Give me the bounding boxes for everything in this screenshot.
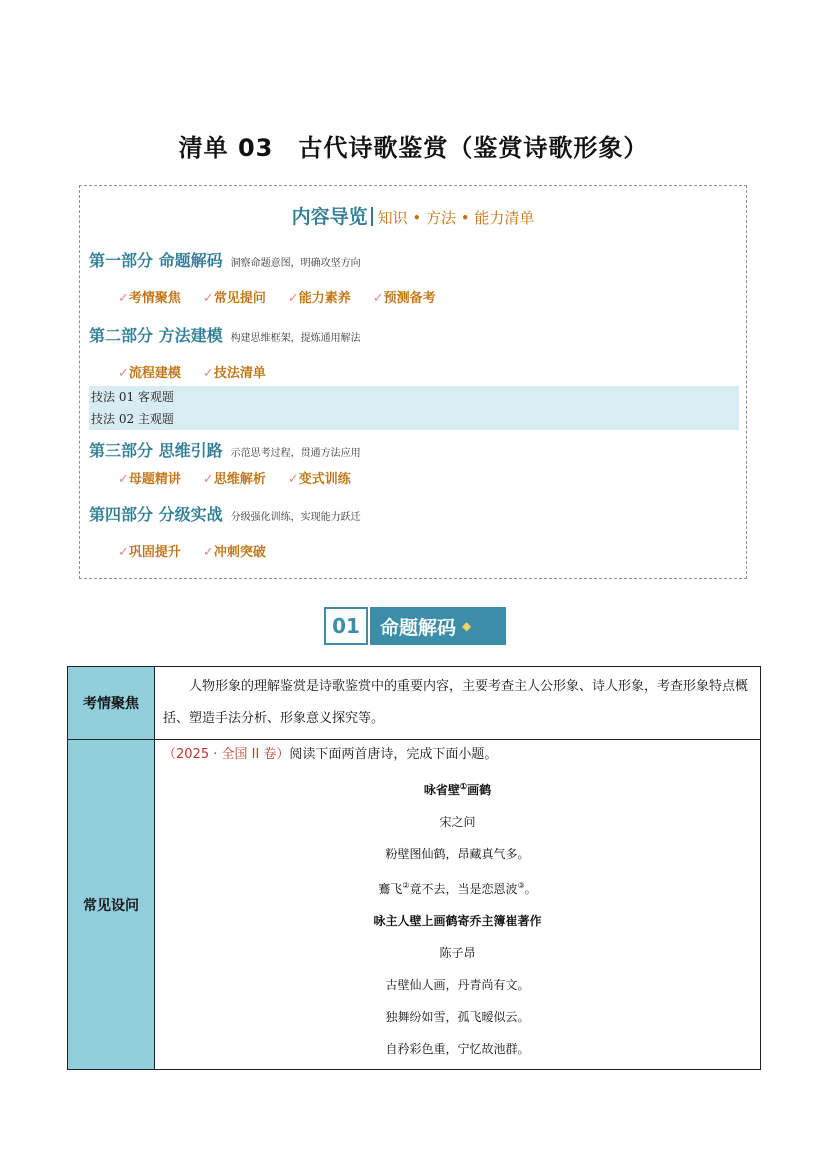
content-guide-box xyxy=(79,185,747,579)
info-table xyxy=(67,666,761,1070)
part-4 xyxy=(89,502,361,525)
poem-block xyxy=(163,770,752,1065)
check-icon: ✓ xyxy=(287,472,299,487)
chip-kaoqing[interactable]: ✓考情聚焦 xyxy=(118,291,181,306)
technique-item[interactable]: 技法 01 客观题 xyxy=(91,390,174,404)
table-row xyxy=(68,740,761,1070)
chip-bianshi[interactable]: ✓变式训练 xyxy=(287,472,351,487)
poem-line: 鶱飞②竟不去，当是恋恩波③。 xyxy=(378,881,537,896)
part-title: 第二部分 方法建模 xyxy=(89,326,223,345)
check-icon: ✓ xyxy=(202,472,214,487)
poem-title: 咏省壁①画鹤 xyxy=(423,781,492,797)
poem-author: 陈子昂 xyxy=(439,946,476,960)
poem-line: 独舞纷如雪，孤飞暧似云。 xyxy=(385,1010,530,1024)
chip-gonggu[interactable]: ✓巩固提升 xyxy=(118,545,181,560)
check-icon: ✓ xyxy=(202,291,214,306)
section-banner xyxy=(324,607,506,645)
poem-line: 自矜彩色重，宁忆故池群。 xyxy=(385,1042,530,1056)
chip-nengli[interactable]: ✓能力素养 xyxy=(287,291,351,306)
part-2 xyxy=(89,323,361,346)
part-2-chips xyxy=(118,362,288,381)
technique-list xyxy=(89,386,739,430)
check-icon: ✓ xyxy=(202,545,214,560)
source-tag: （2025 · 全国 II 卷） xyxy=(163,747,290,762)
technique-item[interactable]: 技法 02 主观题 xyxy=(91,412,174,426)
chip-yuce[interactable]: ✓预测备考 xyxy=(372,291,436,306)
part-desc: 洞察命题意图，明确攻坚方向 xyxy=(230,258,361,269)
check-icon: ✓ xyxy=(287,291,299,306)
page-title: 清单 03 古代诗歌鉴赏（鉴赏诗歌形象） xyxy=(178,134,649,162)
part-3 xyxy=(89,438,361,461)
part-1 xyxy=(89,248,361,271)
question-intro: （2025 · 全国 II 卷）阅读下面两首唐诗，完成下面小题。 xyxy=(163,747,498,762)
check-icon: ✓ xyxy=(118,366,129,381)
chip-jifa[interactable]: ✓技法清单 xyxy=(202,366,266,381)
poem-author: 宋之问 xyxy=(439,815,476,829)
poem-line: 古壁仙人画，丹青尚有文。 xyxy=(385,978,530,992)
part-4-chips xyxy=(118,541,288,560)
chip-muti[interactable]: ✓母题精讲 xyxy=(118,472,181,487)
part-1-chips xyxy=(118,287,458,306)
poem-line: 粉壁图仙鹤，昂藏真气多。 xyxy=(385,847,530,861)
table-row xyxy=(68,667,761,740)
part-desc: 构建思维框架，提炼通用解法 xyxy=(230,333,361,344)
chip-liucheng[interactable]: ✓流程建模 xyxy=(118,366,181,381)
section-number: 01 xyxy=(324,607,368,645)
part-title: 第四部分 分级实战 xyxy=(89,505,223,524)
part-desc: 示范思考过程，贯通方法应用 xyxy=(230,448,361,459)
check-icon: ✓ xyxy=(372,291,384,306)
content-guide-heading xyxy=(80,202,746,229)
row-label: 常见设问 xyxy=(68,740,155,1070)
check-icon: ✓ xyxy=(202,366,214,381)
content-guide-subtitle: 知识 • 方法 • 能力清单 xyxy=(377,209,535,227)
section-label: 命题解码 ◆ xyxy=(370,607,506,645)
row-label: 考情聚焦 xyxy=(68,667,155,740)
check-icon: ✓ xyxy=(118,291,129,306)
row-content xyxy=(155,740,761,1070)
part-title: 第三部分 思维引路 xyxy=(89,441,223,460)
heading-divider xyxy=(371,207,373,226)
part-title: 第一部分 命题解码 xyxy=(89,251,223,270)
chip-siwei[interactable]: ✓思维解析 xyxy=(202,472,266,487)
check-icon: ✓ xyxy=(118,545,129,560)
chip-tiwen[interactable]: ✓常见提问 xyxy=(202,291,266,306)
part-3-chips xyxy=(118,468,373,487)
check-icon: ✓ xyxy=(118,472,129,487)
chip-chongci[interactable]: ✓冲刺突破 xyxy=(202,545,266,560)
poem-title: 咏主人壁上画鹤寄乔主簿崔著作 xyxy=(373,914,542,928)
row-content: 人物形象的理解鉴赏是诗歌鉴赏中的重要内容，主要考查主人公形象、诗人形象，考查形象特点概括、塑造手法分析、形象意义探究等。 xyxy=(155,667,761,740)
content-guide-title: 内容导览 xyxy=(291,206,368,228)
diamond-icon: ◆ xyxy=(462,619,472,633)
part-desc: 分级强化训练，实现能力跃迁 xyxy=(230,512,361,523)
